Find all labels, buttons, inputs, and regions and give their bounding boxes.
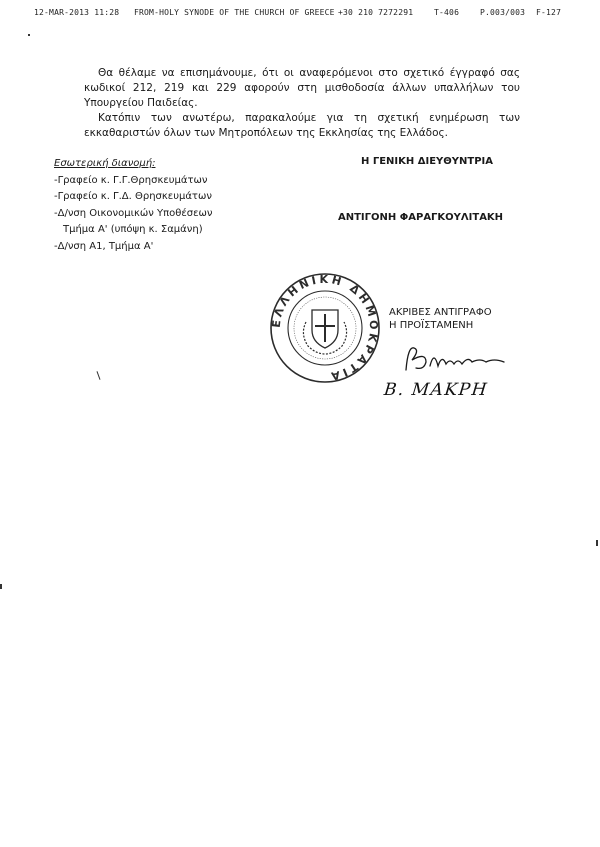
letter-paragraph-2: Κατόπιν των ανωτέρω, παρακαλούμε για τη σχετική ενημέρωση των εκκαθαριστών όλων των Μητροπόλεων της Εκκλησίας της Ελλάδος. [84,112,520,139]
greek-coat-of-arms-icon [303,310,346,354]
handwritten-signature [400,340,510,376]
distribution-item: -Γραφείο κ. Γ.Γ.Θρησκευμάτων [54,174,208,186]
scan-speck [596,540,598,546]
fax-page-number: P.003/003 [480,8,526,17]
scan-speck [28,34,30,36]
distribution-item: -Δ/νση Α1, Τμήμα Α' [54,240,154,252]
fax-phone: +30 210 7272291 [338,8,414,17]
fax-header [0,8,600,22]
distribution-item: -Γραφείο κ. Γ.Δ. Θρησκευμάτων [54,191,212,202]
distribution-item: -Δ/νση Οικονομικών Υποθέσεων [54,207,213,219]
fax-line-id: T-406 [434,8,460,17]
fax-job-id: F-127 [536,8,562,17]
certified-copy-block [389,306,492,332]
letter-paragraph-1: Θα θέλαμε να επισημάνουμε, ότι οι αναφερόμενοι στο σχετικό έγγραφό σας κωδικοί 212, 219 και 229 αφορούν στη μισθοδοσία άλλων υπαλλήλων του Υπουργείου Παιδείας. [84,67,520,109]
fax-date-time: 12-MAR-2013 11:28 [34,8,120,17]
signer-name: ΑΝΤΙΓΟΝΗ ΦΑΡΑΓΚΟΥΛΙΤΑΚΗ [338,212,504,223]
certified-copy-label: ΑΚΡΙΒΕΣ ΑΝΤΙΓΡΑΦΟ [389,307,492,318]
certifier-role: Η ΠΡΟΪΣΤΑΜΕΝΗ [389,320,474,331]
internal-distribution [54,156,212,255]
distribution-heading: Εσωτερική διανομή: [54,158,156,169]
scan-speck [96,371,100,380]
distribution-item: Τμήμα Α' (υπόψη κ. Σαμάνη) [63,224,203,235]
handwritten-certifier-name: Β. ΜΑΚΡΗ [382,380,490,400]
official-seal [260,272,390,384]
fax-sender: FROM-HOLY SYNODE OF THE CHURCH OF GREECE [134,8,335,17]
signer-role: Η ΓΕΝΙΚΗ ΔΙΕΥΘΥΝΤΡΙΑ [361,156,493,167]
seal-outer-text: ΕΛΛΗΝΙΚΗ ΔΗΜΟΚΡΑΤΙΑ [269,272,381,384]
scan-speck [0,584,2,589]
